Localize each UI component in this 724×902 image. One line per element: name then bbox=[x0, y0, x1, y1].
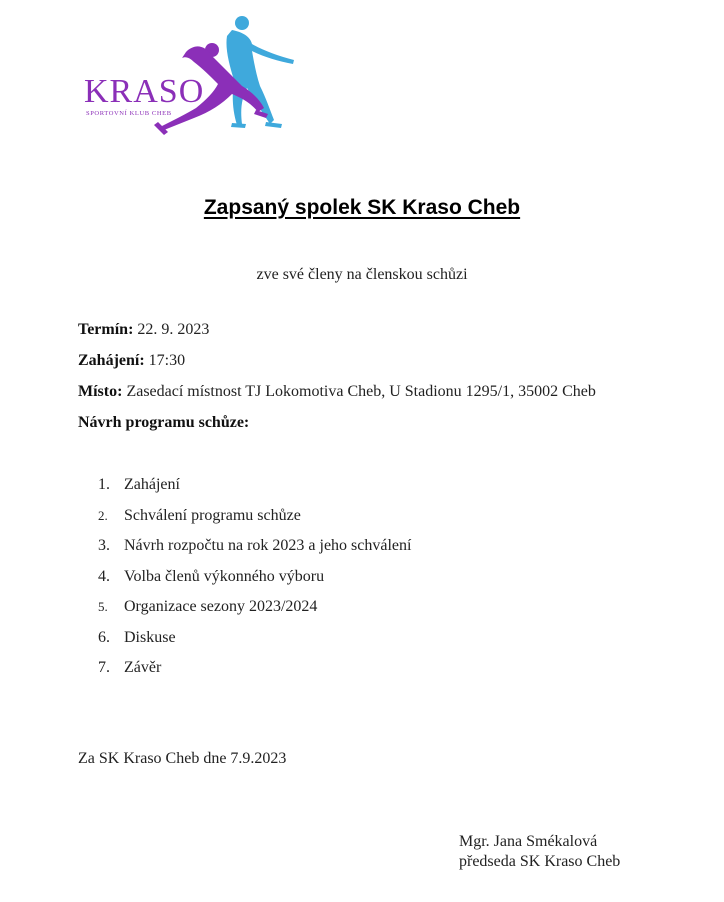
item-number: 4. bbox=[98, 567, 110, 585]
misto-value: Zasedací místnost TJ Lokomotiva Cheb, U Stadionu 1295/1, 35002 Cheb bbox=[126, 383, 596, 400]
item-text: Schválení programu schůze bbox=[124, 506, 301, 524]
item-number: 2. bbox=[98, 507, 108, 523]
item-text: Návrh rozpočtu na rok 2023 a jeho schválení bbox=[124, 537, 412, 554]
item-number: 3. bbox=[98, 537, 110, 554]
signature-block bbox=[459, 832, 620, 872]
item-number: 1. bbox=[98, 476, 110, 493]
list-item bbox=[98, 567, 411, 598]
termin-row bbox=[78, 320, 596, 351]
meeting-details bbox=[78, 320, 596, 444]
agenda-list bbox=[98, 475, 411, 689]
list-item bbox=[98, 536, 411, 567]
misto-label: Místo: bbox=[78, 383, 123, 400]
list-item bbox=[98, 597, 411, 628]
termin-label: Termín: bbox=[78, 321, 134, 338]
zahajeni-label: Zahájení: bbox=[78, 352, 145, 369]
list-item bbox=[98, 506, 411, 537]
document-title: Zapsaný spolek SK Kraso Cheb bbox=[203, 196, 521, 219]
skaters-logo-icon bbox=[82, 14, 302, 138]
item-text: Závěr bbox=[124, 659, 162, 676]
item-text: Organizace sezony 2023/2024 bbox=[124, 598, 318, 615]
signed-date-line: Za SK Kraso Cheb dne 7.9.2023 bbox=[78, 750, 287, 767]
list-item bbox=[98, 475, 411, 506]
item-text: Zahájení bbox=[124, 476, 180, 493]
program-label: Návrh programu schůze: bbox=[78, 414, 250, 431]
item-number: 7. bbox=[98, 659, 110, 676]
termin-value: 22. 9. 2023 bbox=[137, 321, 210, 338]
kraso-logo bbox=[82, 14, 302, 138]
item-number: 5. bbox=[98, 599, 108, 614]
signer-name: Mgr. Jana Smékalová bbox=[459, 833, 598, 850]
signer-role: předseda SK Kraso Cheb bbox=[459, 853, 621, 870]
list-item bbox=[98, 628, 411, 659]
misto-row bbox=[78, 382, 596, 413]
item-number: 6. bbox=[98, 628, 110, 646]
item-text: Diskuse bbox=[124, 628, 176, 646]
program-row bbox=[78, 413, 596, 444]
logo-wordmark: KRASO bbox=[84, 73, 205, 110]
invitation-text: zve své členy na členskou schůzi bbox=[256, 266, 468, 283]
zahajeni-value: 17:30 bbox=[148, 352, 186, 369]
logo-subtitle: SPORTOVNÍ KLUB CHEB bbox=[86, 110, 172, 117]
zahajeni-row bbox=[78, 351, 596, 382]
item-text: Volba členů výkonného výboru bbox=[124, 567, 325, 585]
list-item bbox=[98, 658, 411, 689]
